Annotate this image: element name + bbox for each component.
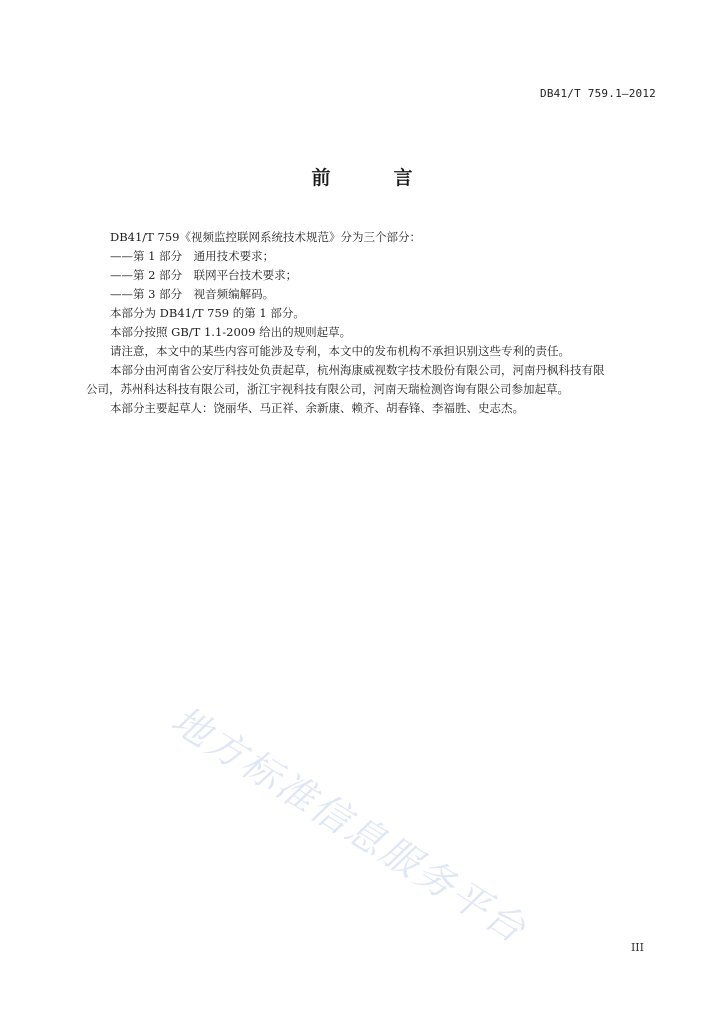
foreword-body — [86, 228, 646, 418]
part-1-item: ——第 1 部分 通用技术要求； — [110, 249, 275, 263]
drafting-rules-statement: 本部分按照 GB/T 1.1-2009 给出的规则起草。 — [110, 325, 352, 339]
watermark: 地方标准信息服务平台 — [163, 697, 535, 953]
drafting-units-line-2: 公司，苏州科达科技有限公司，浙江宇视科技有限公司，河南天瑞检测咨询有限公司参加起草。 — [86, 382, 569, 396]
patent-notice: 请注意，本文中的某些内容可能涉及专利，本文中的发布机构不承担识别这些专利的责任。 — [110, 344, 570, 358]
drafters-paragraph: 本部分主要起草人：饶丽华、马正祥、余新康、赖齐、胡春锋、李福胜、史志杰。 — [110, 401, 524, 415]
intro-paragraph: DB41/T 759《视频监控联网系统技术规范》分为三个部分： — [110, 230, 421, 244]
drafting-units-line-1: 本部分由河南省公安厅科技处负责起草，杭州海康威视数字技术股份有限公司，河南丹枫科技有限 — [110, 363, 605, 377]
drafting-units-paragraph — [86, 361, 646, 399]
part-2-item: ——第 2 部分 联网平台技术要求； — [110, 268, 298, 282]
page-title: 前 言 — [311, 167, 435, 189]
page-number: III — [630, 941, 644, 954]
part-statement: 本部分为 DB41/T 759 的第 1 部分。 — [110, 306, 305, 320]
standard-code: DB41/T 759.1—2012 — [540, 87, 656, 100]
header-divider — [84, 108, 656, 109]
part-3-item: ——第 3 部分 视音频编解码。 — [110, 287, 275, 301]
